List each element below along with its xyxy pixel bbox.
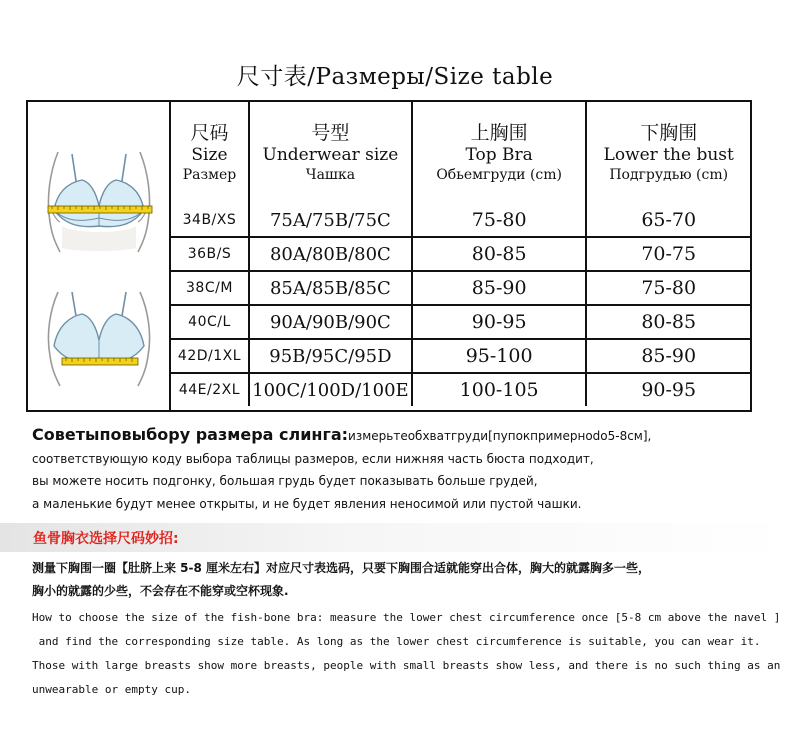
- size-table: [169, 102, 750, 406]
- advice-ru-line-1: [32, 424, 772, 448]
- table-row: [170, 204, 750, 237]
- header-lower-bust-ru: Подгрудью (cm): [609, 167, 729, 184]
- lower-bust-figure: [48, 292, 149, 386]
- cell-top-bust: 90-95: [412, 305, 587, 339]
- header-size-cn: 尺码: [190, 122, 229, 145]
- top-bust-figure: [48, 152, 152, 252]
- tips-en: [32, 606, 782, 702]
- cell-lower-bust: 75-80: [586, 271, 750, 305]
- table-row: [170, 271, 750, 305]
- header-size-en: Size: [191, 145, 228, 166]
- cell-lower-bust: 90-95: [586, 373, 750, 406]
- header-cup-ru: Чашка: [305, 167, 356, 184]
- cell-cup: 90A/90B/90C: [249, 305, 412, 339]
- header-top-bust-ru: Обьемгруди (cm): [436, 167, 562, 184]
- table-row: [170, 305, 750, 339]
- size-table-frame: [26, 100, 752, 412]
- advice-ru-line-3: вы можете носить подгонку, большая грудь будет показывать больше грудей,: [32, 474, 538, 488]
- cell-size: 36B/S: [170, 237, 249, 271]
- cell-size: 40C/L: [170, 305, 249, 339]
- figure-panel: [28, 102, 171, 410]
- advice-ru-line-4: а маленькие будут менее открыты, и не будет явления неносимой или пустой чашки.: [32, 496, 582, 511]
- tips-cn-line-1: 测量下胸围一圈【肚脐上来 5-8 厘米左右】对应尺寸表选码，只要下胸围合适就能穿出合体，胸大的就露胸多一些，: [32, 561, 651, 575]
- tips-en-line-2: and find the corresponding size table. As long as the lower chest circumference is suitable, you can wear it.: [32, 635, 761, 648]
- tips-en-line-4: unwearable or empty cup.: [32, 683, 191, 696]
- cell-top-bust: 75-80: [412, 204, 587, 237]
- cell-lower-bust: 85-90: [586, 339, 750, 373]
- cell-top-bust: 80-85: [412, 237, 587, 271]
- cell-size: 44E/2XL: [170, 373, 249, 406]
- tips-banner: [0, 523, 790, 552]
- cell-lower-bust: 65-70: [586, 204, 750, 237]
- cell-size: 42D/1XL: [170, 339, 249, 373]
- tips-en-line-1: How to choose the size of the fish-bone bra: measure the lower chest circumference once [5-8 cm above the navel ]: [32, 611, 781, 624]
- page-title: 尺寸表/Размеры/Size table: [236, 64, 554, 90]
- cell-size: 38C/M: [170, 271, 249, 305]
- header-top-bust-en: Top Bra: [465, 145, 533, 166]
- table-row: [170, 373, 750, 406]
- header-size-ru: Размер: [182, 167, 237, 184]
- advice-ru-heading: Советыповыбору размера слинга:: [32, 425, 349, 444]
- bra-measurement-illustration: [28, 102, 169, 410]
- cell-cup: 85A/85B/85C: [249, 271, 412, 305]
- tips-cn-line-2: 胸小的就露的少些，不会存在不能穿或空杯现象.: [32, 584, 289, 598]
- cell-lower-bust: 70-75: [586, 237, 750, 271]
- tips-en-line-3: Those with large breasts show more breasts, people with small breasts show less, and there is no such thing as an: [32, 659, 781, 672]
- header-lower-bust-en: Lower the bust: [603, 145, 734, 166]
- header-cup-cn: 号型: [311, 122, 350, 145]
- header-cup: [249, 102, 412, 204]
- cell-top-bust: 95-100: [412, 339, 587, 373]
- cell-top-bust: 85-90: [412, 271, 587, 305]
- tips-heading: 鱼骨胸衣选择尺码妙招:: [33, 531, 179, 547]
- cell-cup: 80A/80B/80C: [249, 237, 412, 271]
- advice-ru: [32, 424, 772, 515]
- table-row: [170, 237, 750, 271]
- header-top-bust-cn: 上胸围: [470, 122, 528, 145]
- advice-ru-text: измерьтеобхватгруди[пупокпримерноdo5-8см],: [348, 429, 652, 443]
- header-lower-bust-cn: 下胸围: [640, 122, 698, 145]
- cell-cup: 95B/95C/95D: [249, 339, 412, 373]
- cell-size: 34B/XS: [170, 204, 249, 237]
- header-cup-en: Underwear size: [262, 145, 399, 166]
- table-header-row: [170, 102, 750, 204]
- header-lower-bust: [586, 102, 750, 204]
- cell-cup: 100C/100D/100E: [249, 373, 412, 406]
- header-top-bust: [412, 102, 587, 204]
- cell-cup: 75A/75B/75C: [249, 204, 412, 237]
- advice-ru-line-2: соответствующую коду выбора таблицы размеров, если нижняя часть бюста подходит,: [32, 451, 594, 466]
- tips-cn: [32, 557, 772, 603]
- cell-lower-bust: 80-85: [586, 305, 750, 339]
- header-size: [170, 102, 249, 204]
- cell-top-bust: 100-105: [412, 373, 587, 406]
- table-row: [170, 339, 750, 373]
